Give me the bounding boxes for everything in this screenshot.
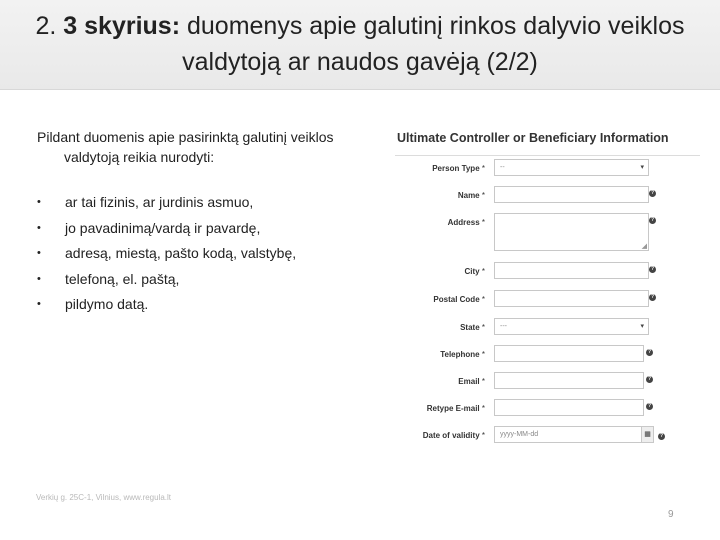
name-label: Name * [457,191,485,200]
title-rest: duomenys apie galutinį rinkos dalyvio veiklos valdytoją ar naudos gavėją (2/2) [180,12,685,76]
address-textarea[interactable] [494,213,649,251]
help-icon[interactable]: ? [650,217,655,223]
state-select[interactable]: --- ▾ [494,318,649,335]
list-item: • pildymo datą. [37,292,296,318]
help-icon[interactable]: ? [647,376,652,382]
bullet-dot: • [37,221,41,234]
bullet-dot: • [37,272,41,285]
telephone-label: Telephone * [440,350,485,359]
chevron-down-icon: ▾ [640,164,644,171]
intro-text [37,127,377,167]
help-icon[interactable]: ? [650,294,655,300]
title-prefix: 2. [35,12,64,40]
beneficiary-form [395,120,700,450]
resize-grip-icon[interactable]: ◢ [641,243,647,250]
city-label: City * [464,267,485,276]
form-divider [395,155,700,156]
list-item: • telefoną, el. paštą, [37,267,296,293]
postal-code-label: Postal Code * [433,295,485,304]
email-field[interactable] [494,372,644,389]
city-field[interactable] [494,262,649,279]
form-title: Ultimate Controller or Beneficiary Information [397,131,669,145]
chevron-down-icon: ▾ [640,323,644,330]
help-icon[interactable]: ? [659,433,664,439]
list-item: • ar tai fizinis, ar jurdinis asmuo, [37,190,296,216]
person-type-label: Person Type * [432,164,485,173]
help-icon[interactable]: ? [650,266,655,272]
slide-title [0,8,720,80]
bullet-dot: • [37,298,41,310]
help-icon[interactable]: ? [650,190,655,196]
calendar-icon[interactable]: ▦ [641,426,654,443]
bullet-dot: • [37,247,41,259]
telephone-field[interactable] [494,345,644,362]
list-item: • jo pavadinimą/vardą ir pavardę, [37,216,296,242]
help-icon[interactable]: ? [647,403,652,409]
list-item: • adresą, miestą, pašto kodą, valstybę, [37,241,296,267]
state-label: State * [460,323,485,332]
date-of-validity-field[interactable]: yyyy-MM-dd [494,426,644,443]
bullet-dot: • [37,196,41,208]
intro-line-2: valdytoją reikia nurodyti: [64,149,215,165]
footer-text: Verkių g. 25C-1, Vilnius, www.regula.lt [36,493,172,502]
date-of-validity-label: Date of validity * [422,431,485,440]
title-bold: 3 skyrius: [63,12,181,40]
intro-line-1: Pildant duomenis apie pasirinktą galutinį veiklos [37,129,334,145]
retype-email-label: Retype E-mail * [426,404,485,413]
name-field[interactable] [494,186,649,203]
person-type-select[interactable]: -- ▾ [494,159,649,176]
page-number: 9 [668,509,674,520]
help-icon[interactable]: ? [647,349,652,355]
retype-email-field[interactable] [494,399,644,416]
bullet-list [37,190,296,318]
address-label: Address * [447,218,485,227]
email-label: Email * [458,377,485,386]
postal-code-field[interactable] [494,290,649,307]
